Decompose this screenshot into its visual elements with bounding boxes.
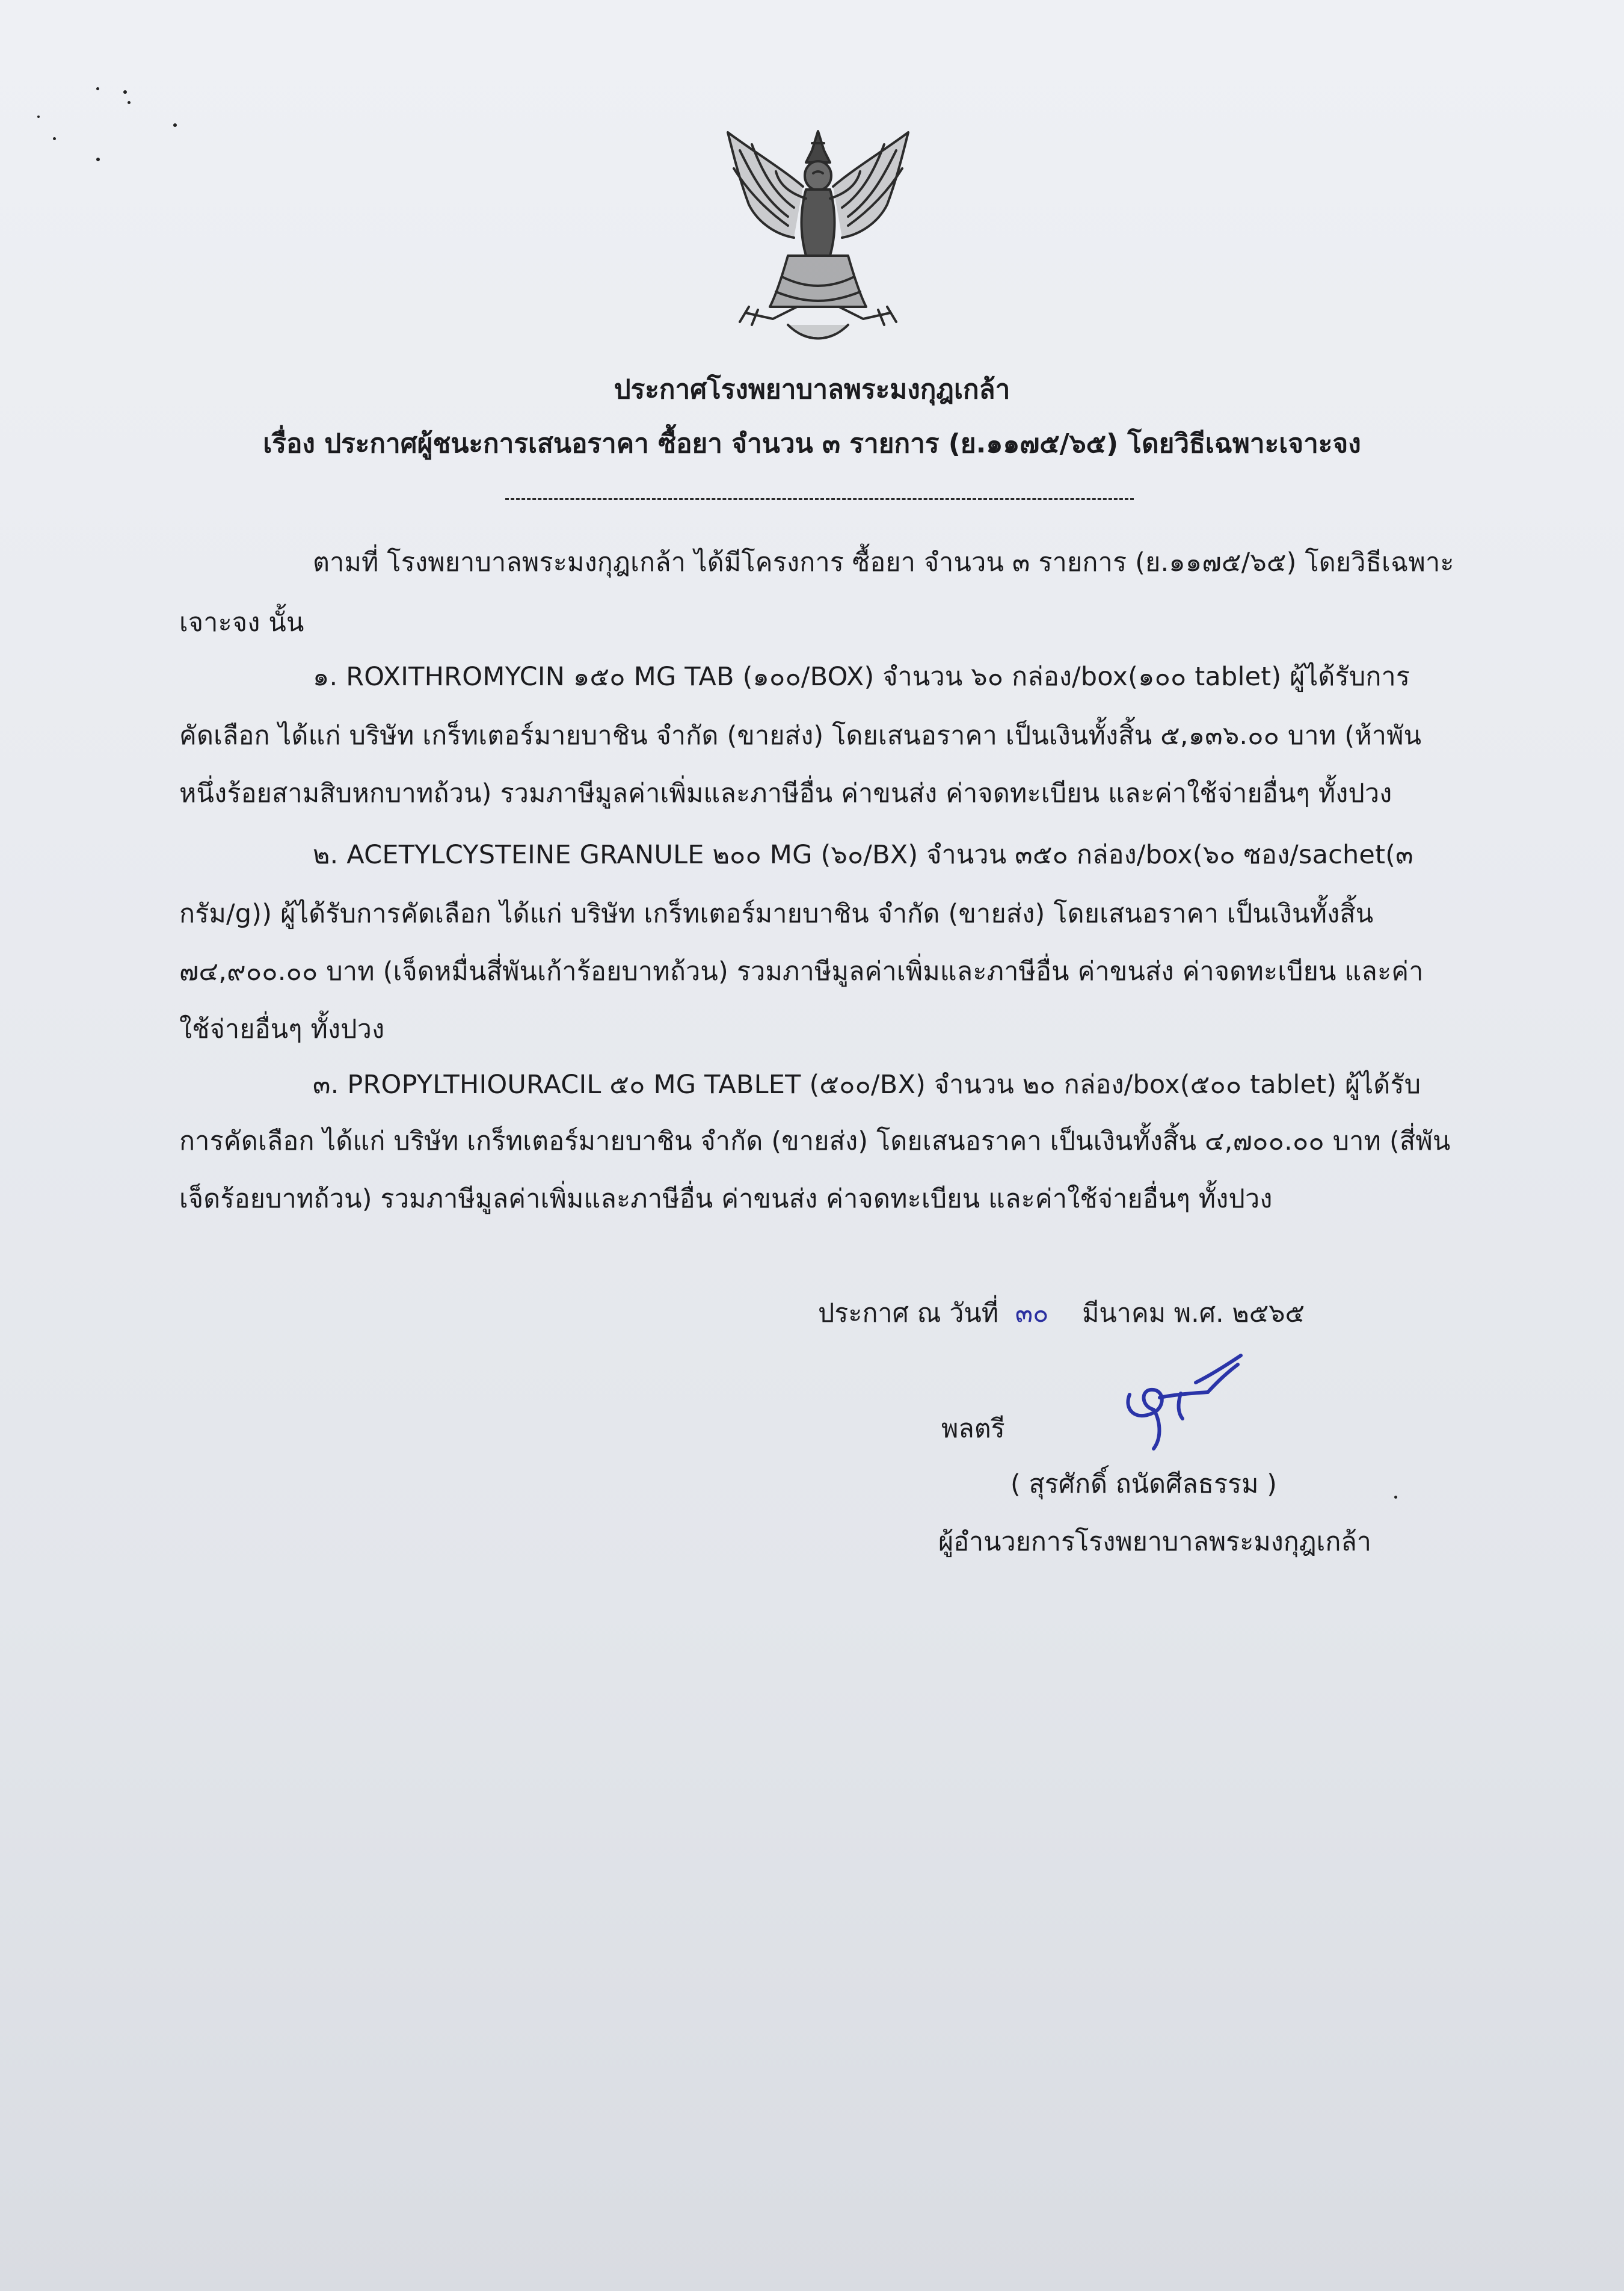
signer-rank: พลตรี bbox=[941, 1414, 1005, 1444]
signer-position: ผู้อำนวยการโรงพยาบาลพระมงกุฎเกล้า bbox=[938, 1527, 1371, 1557]
header-divider bbox=[505, 498, 1134, 500]
scan-speck bbox=[37, 116, 40, 118]
handwritten-signature-icon bbox=[1118, 1352, 1250, 1455]
date-rest: มีนาคม พ.ศ. ๒๕๖๕ bbox=[1082, 1298, 1305, 1328]
item-line: ๑. ROXITHROMYCIN ๑๕๐ MG TAB (๑๐๐/BOX) จำนวน ๖๐ กล่อง/box(๑๐๐ tablet) ผู้ได้รับการ bbox=[313, 662, 1410, 692]
item-line: ๗๔,๙๐๐.๐๐ บาท (เจ็ดหมื่นสี่พันเก้าร้อยบาทถ้วน) รวมภาษีมูลค่าเพิ่มและภาษีอื่น ค่าขนส่ง ค่าจดทะเบียน และค่า bbox=[179, 957, 1424, 987]
announcement-title: ประกาศโรงพยาบาลพระมงกุฎเกล้า bbox=[614, 374, 1010, 405]
intro-line: ตามที่ โรงพยาบาลพระมงกุฎเกล้า ได้มีโครงการ ซื้อยา จำนวน ๓ รายการ (ย.๑๑๗๕/๖๕) โดยวิธีเฉพาะ bbox=[313, 547, 1454, 578]
scan-speck bbox=[96, 87, 99, 90]
signer-name: ( สุรศักดิ์ ถนัดศีลธรรม ) bbox=[1010, 1469, 1277, 1499]
scan-speck bbox=[128, 101, 131, 104]
announcement-date bbox=[818, 1292, 1305, 1333]
scan-speck bbox=[123, 90, 127, 94]
item-line: การคัดเลือก ได้แก่ บริษัท เกร็ทเตอร์มายบาชิน จำกัด (ขายส่ง) โดยเสนอราคา เป็นเงินทั้งสิ้น ๔,๗๐๐.๐๐ บาท (สี่พัน bbox=[179, 1126, 1451, 1156]
scan-speck bbox=[96, 158, 100, 161]
item-line: เจ็ดร้อยบาทถ้วน) รวมภาษีมูลค่าเพิ่มและภาษีอื่น ค่าขนส่ง ค่าจดทะเบียน และค่าใช้จ่ายอื่นๆ ทั้งปวง bbox=[179, 1184, 1273, 1214]
item-line: คัดเลือก ได้แก่ บริษัท เกร็ทเตอร์มายบาชิน จำกัด (ขายส่ง) โดยเสนอราคา เป็นเงินทั้งสิ้น ๕,๑๓๖.๐๐ บาท (ห้าพัน bbox=[179, 721, 1422, 751]
item-line: กรัม/g)) ผู้ได้รับการคัดเลือก ได้แก่ บริษัท เกร็ทเตอร์มายบาชิน จำกัด (ขายส่ง) โดยเสนอราคา เป็นเงินทั้งสิ้น bbox=[179, 899, 1374, 929]
date-day: ๓๐ bbox=[1015, 1298, 1049, 1328]
item-line: หนึ่งร้อยสามสิบหกบาทถ้วน) รวมภาษีมูลค่าเพิ่มและภาษีอื่น ค่าขนส่ง ค่าจดทะเบียน และค่าใช้จ่ายอื่นๆ ทั้งปวง bbox=[179, 779, 1392, 809]
scan-speck bbox=[1394, 1496, 1397, 1499]
announcement-subject: เรื่อง ประกาศผู้ชนะการเสนอราคา ซื้อยา จำนวน ๓ รายการ (ย.๑๑๗๕/๖๕) โดยวิธีเฉพาะเจาะจง bbox=[263, 428, 1361, 459]
scan-speck bbox=[53, 137, 56, 140]
item-line: ใช้จ่ายอื่นๆ ทั้งปวง bbox=[179, 1014, 385, 1044]
intro-line: เจาะจง นั้น bbox=[179, 608, 304, 638]
item-line: ๓. PROPYLTHIOURACIL ๕๐ MG TABLET (๕๐๐/BX) จำนวน ๒๐ กล่อง/box(๕๐๐ tablet) ผู้ได้รับ bbox=[313, 1070, 1421, 1100]
item-line: ๒. ACETYLCYSTEINE GRANULE ๒๐๐ MG (๖๐/BX) จำนวน ๓๕๐ กล่อง/box(๖๐ ซอง/sachet(๓ bbox=[313, 840, 1413, 870]
date-prefix: ประกาศ ณ วันที่ bbox=[818, 1298, 999, 1328]
scan-speck bbox=[173, 123, 177, 127]
garuda-emblem-icon bbox=[716, 126, 920, 349]
